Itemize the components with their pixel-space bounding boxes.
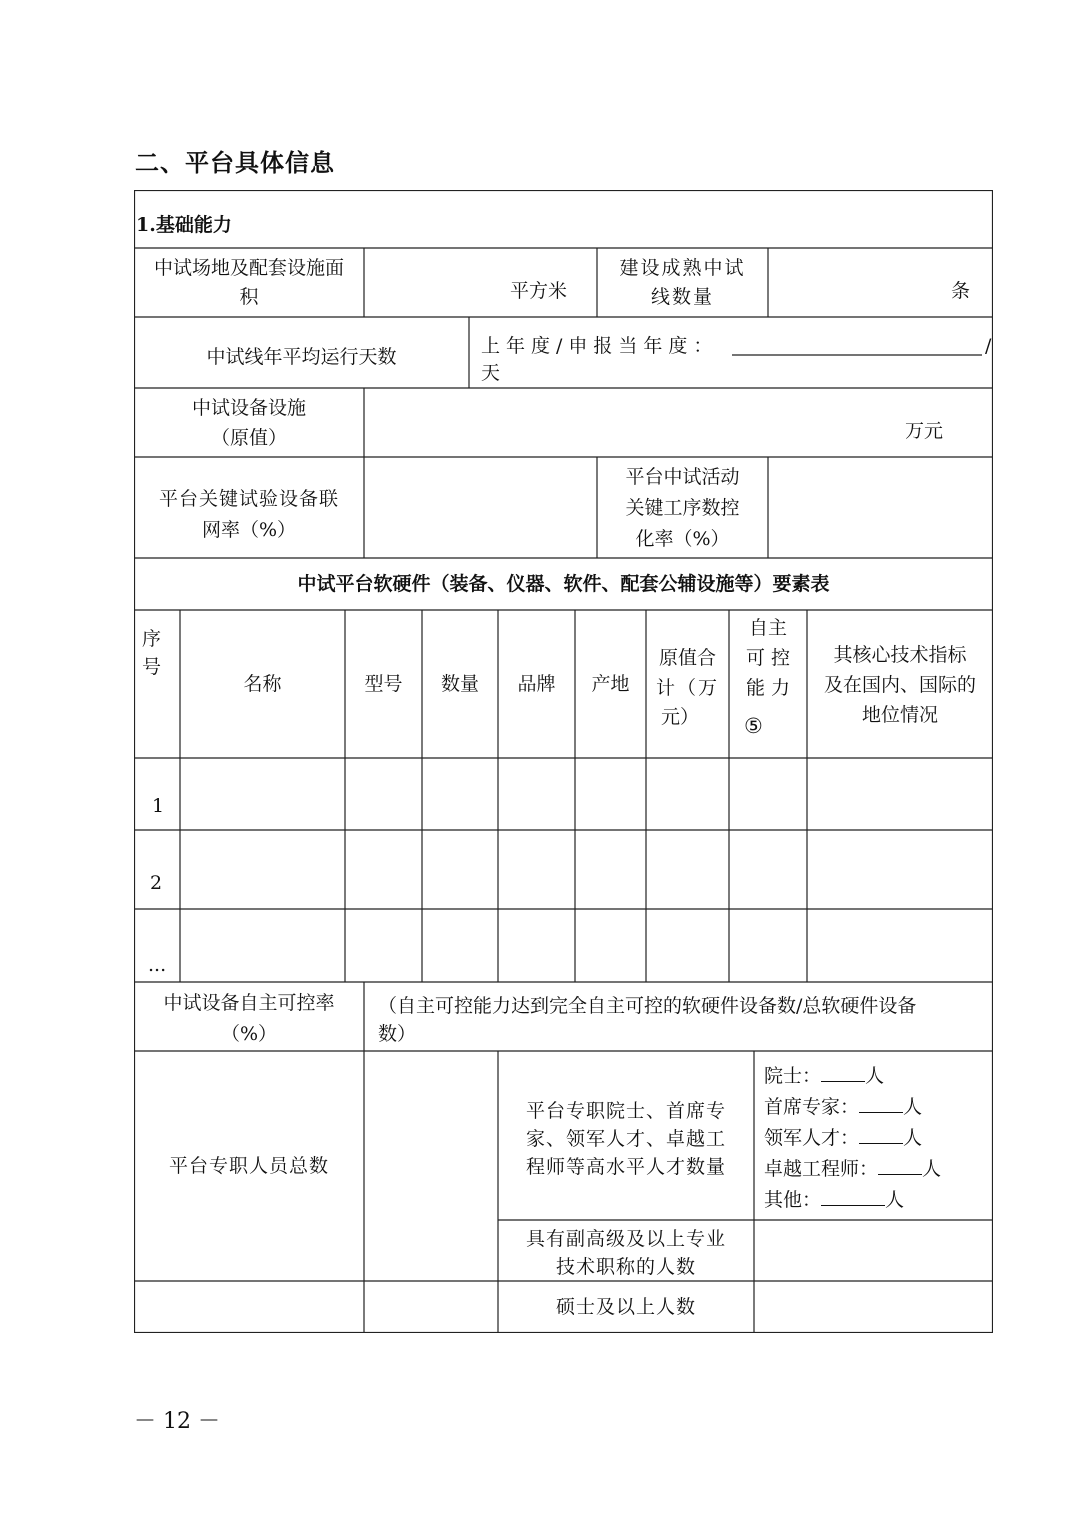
equip-label-b: （原值） [210, 427, 287, 449]
masters-label: 硕士及以上人数 [555, 1296, 696, 1318]
staff-total-label: 平台专职人员总数 [168, 1155, 329, 1177]
ctrl-rate-desc-a: （自主可控能力达到完全自主可控的软硬件设备数/总软硬件设备 [378, 995, 917, 1017]
ctrl-rate-desc-b: 数） [378, 1023, 417, 1045]
lines-unit: 条 [951, 280, 971, 302]
area-label: 中试场地及配套设施面积 [153, 257, 344, 308]
header-seq-a: 序 [142, 628, 162, 650]
days-label: 中试线年平均运行天数 [206, 346, 397, 368]
header-value-b: 计（万 [655, 677, 719, 699]
nc-label-c: 化率（%） [635, 528, 730, 550]
leader-line: 领军人才： 人 [764, 1123, 922, 1153]
nc-label-b: 关键工序数控 [625, 497, 740, 519]
platform-info-table [134, 190, 993, 1333]
page-number: － 12 － [134, 1409, 220, 1434]
header-name: 名称 [243, 673, 282, 695]
chief-expert-line: 首席专家： 人 [764, 1092, 922, 1122]
area-unit: 平方米 [510, 280, 568, 302]
header-core-b: 及在国内、国际的 [823, 674, 976, 696]
other-line: 其他： 人 [764, 1185, 904, 1215]
header-core-a: 其核心技术指标 [833, 644, 967, 666]
equip-unit: 万元 [905, 420, 944, 442]
table-row-1-index: 1 [152, 795, 165, 817]
ctrl-rate-label-a: 中试设备自主可控率 [163, 992, 335, 1014]
header-ctrl-c: 能 力 [745, 677, 791, 699]
ctrl-rate-label-b: （%） [220, 1023, 278, 1045]
header-ctrl-a: 自主 [748, 617, 787, 639]
nc-label-a: 平台中试活动 [625, 466, 740, 488]
header-seq-b: 号 [142, 656, 162, 678]
days-separator: / [985, 335, 992, 357]
talent-label-b: 家、领军人才、卓越工 [525, 1128, 726, 1150]
section-heading: 二、平台具体信息 [135, 148, 335, 177]
header-core-c: 地位情况 [861, 704, 938, 726]
table-row-more-index: ... [148, 954, 167, 976]
header-model: 型号 [364, 673, 403, 695]
header-ctrl-d: ⑤ [744, 714, 763, 738]
net-label-b: 网率（%） [201, 519, 297, 541]
header-origin: 产地 [591, 673, 630, 695]
engineer-line: 卓越工程师： 人 [764, 1154, 941, 1184]
senior-title-label-a: 具有副高级及以上专业 [525, 1228, 726, 1250]
section-title: 1.基础能力 [136, 214, 232, 236]
days-unit: 天 [481, 362, 501, 384]
talent-label-a: 平台专职院士、首席专 [525, 1100, 726, 1122]
equip-label-a: 中试设备设施 [191, 397, 306, 419]
elements-table-title: 中试平台软硬件（装备、仪器、软件、配套公辅设施等）要素表 [297, 573, 830, 595]
academician-line: 院士： 人 [764, 1061, 884, 1091]
talent-label-c: 程师等高水平人才数量 [525, 1156, 726, 1178]
header-value-c: 元） [661, 706, 700, 728]
senior-title-label-b: 技术职称的人数 [555, 1256, 696, 1278]
header-qty: 数量 [440, 673, 479, 695]
days-year-text: 上年度/申报当年度： [481, 335, 719, 357]
lines-label: 建设成熟中试线数量 [619, 257, 746, 308]
header-ctrl-b: 可 控 [745, 647, 791, 669]
header-value-a: 原值合 [658, 647, 716, 669]
header-brand: 品牌 [517, 673, 556, 695]
table-row-2-index: 2 [150, 872, 163, 894]
net-label-a: 平台关键试验设备联 [158, 488, 339, 510]
